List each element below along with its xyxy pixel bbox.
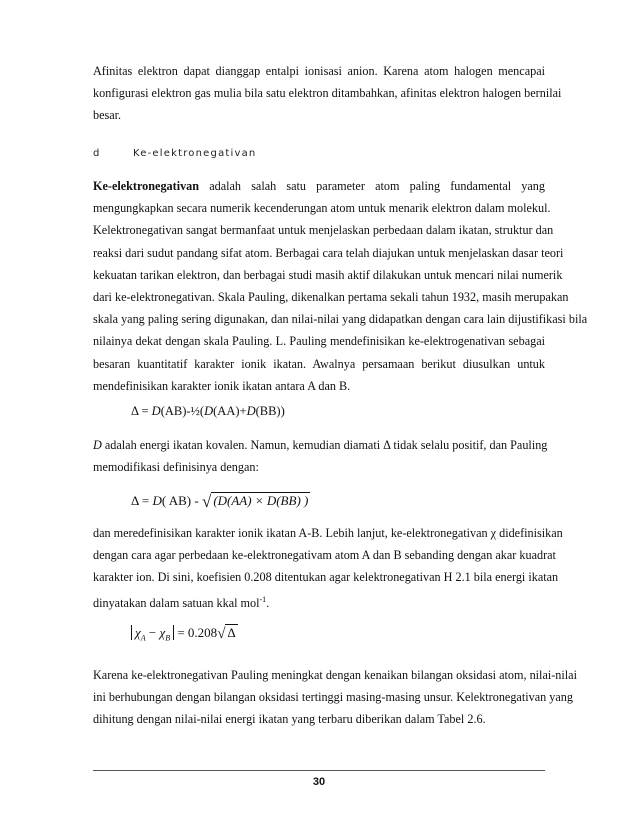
text-line: besar. bbox=[93, 108, 122, 123]
equation-pauling-modified bbox=[131, 490, 310, 510]
text-line: dihitung dengan nilai-nilai energi ikatan yang terbaru diberikan dalam Tabel 2.6. bbox=[93, 712, 486, 727]
bold-term: Ke-elektronegativan bbox=[93, 179, 200, 193]
text-line: ini berhubungan dengan bilangan oksidasi tertinggi masing-masing unsur. Kelektronegativan yang bbox=[93, 690, 573, 705]
text-line: Kelektronegativan sangat bermanfaat untuk menjelaskan perbedaan dalam ikatan, struktur dan bbox=[93, 223, 554, 238]
text-line: Karena ke-elektronegativan Pauling meningkat dengan kenaikan bilangan oksidasi atom, nilai-nilai bbox=[93, 668, 577, 682]
square-root-icon: √ (D(AA) × D(BB) ) bbox=[201, 492, 309, 511]
text-line: dengan cara agar perbedaan ke-elektronegativam atom A dan B sebanding dengan akar kuadrat bbox=[93, 548, 556, 563]
equation-chi-difference bbox=[131, 624, 238, 643]
eq-sub-a: A bbox=[140, 633, 146, 643]
text-line bbox=[93, 589, 545, 614]
text-line: dari ke-elektronegativan. Skala Pauling, dikenalkan pertama sekali tahun 1932, masih merupakan bbox=[93, 290, 569, 305]
text-line bbox=[93, 434, 548, 456]
eq-d: D bbox=[204, 404, 214, 418]
text-line: dan meredefinisikan karakter ionik ikatan A-B. Lebih lanjut, ke-elektronegativan χ didefinisikan bbox=[93, 526, 563, 540]
eq-d: D bbox=[246, 404, 256, 418]
text-fragment: adalah energi ikatan kovalen. Namun, kemudian diamati Δ tidak selalu positif, dan Pauling bbox=[101, 438, 548, 452]
eq-aa: (AA)+ bbox=[213, 404, 247, 418]
eq-radicand: Δ bbox=[227, 625, 236, 640]
text-line: memodifikasi definisinya dengan: bbox=[93, 460, 259, 475]
text-line: konfigurasi elektron gas mulia bila satu elektron ditambahkan, afinitas elektron halogen bernilai bbox=[93, 86, 562, 101]
eq-rhs: = 0.208 bbox=[174, 625, 218, 640]
text-fragment: . bbox=[266, 595, 270, 610]
page-number: 30 bbox=[312, 776, 326, 788]
paragraph-oxidation bbox=[93, 664, 577, 731]
text-line bbox=[93, 175, 545, 197]
text-line: mengungkapkan secara numerik kecenderungan atom untuk menarik elektron dalam molekul. bbox=[93, 201, 551, 216]
eq-ab: (AB)-½( bbox=[160, 404, 205, 418]
text-line: karakter ion. Di sini, koefisien 0.208 ditentukan agar kelektronegativan H 2.1 bila energi ikatan bbox=[93, 570, 559, 585]
text-line: besaran kuantitatif karakter ionik ikatan. Awalnya persamaan berikut diusulkan untuk bbox=[93, 356, 545, 371]
footer-divider bbox=[93, 770, 545, 771]
eq-delta: Δ bbox=[131, 404, 139, 418]
absolute-value bbox=[131, 625, 174, 643]
square-root-icon: √ Δ bbox=[217, 625, 236, 642]
text-fragment: adalah salah satu parameter atom paling fundamental yang bbox=[199, 179, 545, 193]
eq-chi-a: χ bbox=[135, 625, 141, 640]
paragraph-covalent-energy bbox=[93, 434, 548, 478]
text-line: mendefinisikan karakter ionik ikatan antara A dan B. bbox=[93, 378, 351, 393]
eq-chi-b: χ bbox=[159, 625, 166, 640]
text-fragment: dinyatakan dalam satuan kkal mol bbox=[93, 595, 260, 610]
text-line: Afinitas elektron dapat dianggap entalpi ionisasi anion. Karena atom halogen mencapai bbox=[93, 64, 545, 78]
italic-d: D bbox=[93, 438, 102, 452]
eq-sub-b: B bbox=[165, 633, 171, 643]
paragraph-electronegativity bbox=[93, 175, 588, 397]
text-line: kekuatan tarikan elektron, dan berbagai studi masih aktif dilakukan untuk mencari nilai numerik bbox=[93, 267, 563, 282]
eq-ab: ( AB) - bbox=[161, 493, 202, 508]
text-line: skala yang paling sering digunakan, dan nilai-nilai yang didapatkan dengan cara lain dijustifikasi bila bbox=[93, 312, 588, 327]
eq-radicand: (D(AA) × D(BB) ) bbox=[213, 493, 309, 508]
equation-pauling-delta bbox=[131, 404, 285, 419]
eq-lhs: Δ = bbox=[131, 493, 153, 508]
text-line: nilainya dekat dengan skala Pauling. L. Pauling mendefinisikan ke-elektrogenativan sebagai bbox=[93, 334, 545, 349]
section-number: d bbox=[93, 148, 101, 159]
eq-d: D bbox=[152, 493, 162, 508]
paragraph-affinity bbox=[93, 60, 562, 127]
section-title: Ke-elektronegativan bbox=[133, 148, 257, 159]
eq-minus: − bbox=[145, 625, 160, 640]
section-heading bbox=[93, 148, 256, 159]
paragraph-redefinition bbox=[93, 522, 563, 614]
eq-equals: = bbox=[138, 404, 152, 418]
eq-d: D bbox=[151, 404, 161, 418]
text-line: reaksi dari sudut pandang sifat atom. Berbagai cara telah diajukan untuk menjelaskan dasar teori bbox=[93, 245, 564, 260]
superscript: -1 bbox=[259, 594, 267, 604]
eq-bb: (BB)) bbox=[255, 404, 285, 418]
